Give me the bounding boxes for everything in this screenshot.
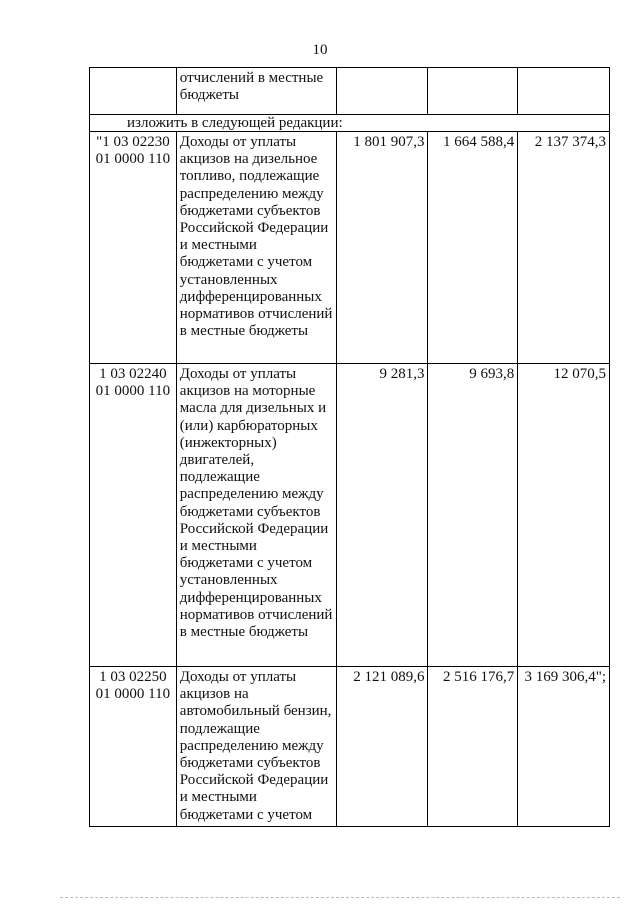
cell-value-3	[518, 68, 610, 115]
cell-value-1: 2 121 089,6	[336, 667, 428, 827]
cell-code: 1 03 02240 01 0000 110	[90, 364, 177, 667]
table-row	[90, 132, 610, 364]
cell-value-2: 2 516 176,7	[428, 667, 518, 827]
amendment-phrase: изложить в следующей редакции:	[90, 115, 610, 132]
table-row	[90, 667, 610, 827]
cell-code	[90, 68, 177, 115]
cell-value-2	[428, 68, 518, 115]
cell-value-3: 3 169 306,4";	[518, 667, 610, 827]
cell-description: Доходы от уплаты акцизов на моторные масла для дизельных и (или) карбюраторных (инжекторных) двигателей, подлежащие распределению между бюджетами субъектов Российской Федерации и местными бюджетами с учетом установленных дифференцированных нормативов отчислений в местные бюджеты	[176, 364, 336, 667]
table-row	[90, 364, 610, 667]
cell-value-2: 1 664 588,4	[428, 132, 518, 364]
cell-value-2: 9 693,8	[428, 364, 518, 667]
cell-description: Доходы от уплаты акцизов на автомобильный бензин, подлежащие распределению между бюджетами субъектов Российской Федерации и местными бюджетами с учетом	[176, 667, 336, 827]
cell-value-1	[336, 68, 428, 115]
scan-edge-line	[60, 897, 620, 898]
cell-value-1: 1 801 907,3	[336, 132, 428, 364]
cell-code: "1 03 02230 01 0000 110	[90, 132, 177, 364]
cell-code: 1 03 02250 01 0000 110	[90, 667, 177, 827]
page-number: 10	[312, 42, 328, 58]
cell-description: Доходы от уплаты акцизов на дизельное топливо, подлежащие распределению между бюджетами субъектов Российской Федерации и местными бюджетами с учетом установленных дифференцированных нормативов отчислений в местные бюджеты	[176, 132, 336, 364]
table-row-previous	[90, 68, 610, 115]
cell-value-3: 12 070,5	[518, 364, 610, 667]
cell-value-3: 2 137 374,3	[518, 132, 610, 364]
cell-description: отчислений в местные бюджеты	[176, 68, 336, 115]
cell-value-1: 9 281,3	[336, 364, 428, 667]
amendment-phrase-row	[90, 115, 610, 132]
budget-revenue-table	[89, 67, 610, 827]
